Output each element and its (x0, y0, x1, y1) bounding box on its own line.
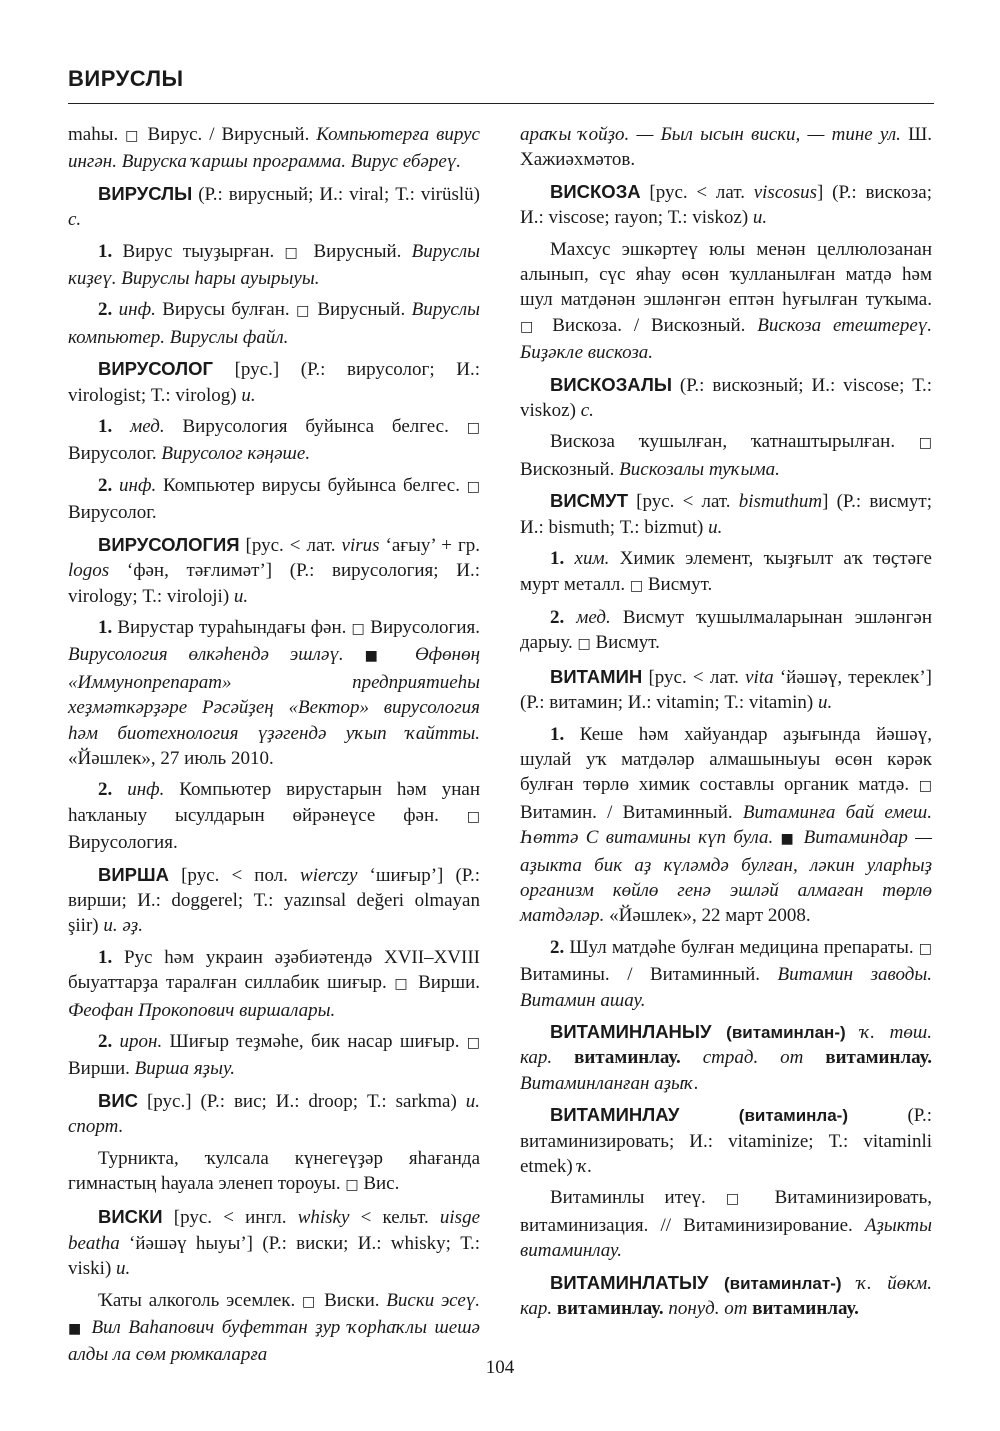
entry-vismut: ВИСМУТ [рус. < лат. bismuthum] (Р.: висмут; И.: bismuth; Т.: bizmut) и. (520, 490, 932, 538)
sense: Витаминлы итеү. □ Витаминизировать, витаминизация. // Витаминизирование. Аҙыкты витаминлау. (520, 1187, 932, 1262)
headword: ВИТАМИНЛАНЫУ (550, 1021, 712, 1042)
box-marker: □ (918, 778, 932, 795)
box-marker: □ (345, 1177, 359, 1194)
box-marker: □ (351, 620, 366, 637)
headword: ВИСКОЗАЛЫ (550, 373, 672, 395)
sense: Турникта, ҡулсала күнегеүҙәр яһағанда гимнастың һауала эленеп тороуы. □ Вис. (68, 1147, 480, 1195)
entry-viskozaly: ВИСКОЗАЛЫ (Р.: вискозный; И.: viscose; Т.: viskoz) с. (520, 373, 932, 422)
headword: ВИСКОЗА (550, 180, 641, 202)
entry-viski: ВИСКИ [рус. < ингл. whisky < кельт. uisge beatha ‘йәшәү һыуы’] (Р.: виски; И.: whisky; Т.: viski) и. (68, 1206, 480, 1280)
headword: ВИСМУТ (550, 490, 628, 512)
box-marker: □ (125, 128, 141, 144)
box-marker: □ (577, 636, 591, 653)
right-column (520, 122, 932, 1327)
box-marker: □ (918, 435, 932, 452)
box-marker: □ (725, 1191, 755, 1208)
box-marker: □ (466, 478, 480, 495)
left-column (68, 122, 480, 1374)
square-marker: ■ (68, 1321, 84, 1338)
entry-vitaminlatyu: ВИТАМИНЛАТЫУ (витаминлат-) ҡ. йөкм. кар. витаминлау. понуд. от витаминлау. (520, 1271, 932, 1320)
box-marker: □ (302, 1293, 318, 1310)
sense: 1. Вирус тыуҙырған. □ Вирусный. Вируслы киҙеү. Вируслы һары ауырыуы. (68, 240, 480, 290)
headword: ВИРУСОЛОГИЯ (98, 533, 240, 555)
sense: 2. инф. Компьютер вирусы буйынса белгес. □ Вирусолог. (68, 474, 480, 524)
page-number: 104 (485, 1357, 515, 1378)
sense: 1. Кеше һәм хайуандар аҙығында йәшәү, шулай уҡ матдәләр алмашыныуы өсөн кәрәк булған төрлө химик составлы органик матдә. □ Витамин. / Витаминный. Витаминға бай емеш. Һөттә С витамины күп була. ■ Витаминдар — аҙыкта бик аҙ күләмдә булған, ләкин уларһыҙ организм көйлө генә эшләй алмаған төрлө матдәләр. «Йәшлек», 22 март 2008. (520, 723, 932, 927)
entry-virusologiya: ВИРУСОЛОГИЯ [рус. < лат. virus ‘ағыу’ + гр. logos ‘фән, тәғлимәт’] (Р.: вирусология; И.: virology; Т.: viroloji) и. (68, 533, 480, 607)
entry-virsha: ВИРША [рус. < пол. wierczy ‘шиғыр’] (Р.: вирши; И.: doggerel; Т.: yazınsal değeri olmayan şiir) и. әҙ. (68, 863, 481, 937)
headword: ВИС (98, 1089, 139, 1111)
sense: Ҡаты алкоголь эсемлек. □ Виски. Виски эсеү. ■ Вил Ваһапович буфеттан ҙур ҡорһаҡлы шешә алды ла сөм рюмкаларға (68, 1289, 480, 1366)
box-marker: □ (629, 577, 644, 594)
sense: 1. мед. Вирусология буйынса белгес. □ Вирусолог. Вирусолог кәңәше. (68, 416, 481, 465)
headword: ВИСКИ (98, 1206, 163, 1228)
sense: 1. хим. Химик элемент, ҡыҙғылт аҡ төҫтәге мурт металл. □ Висмут. (520, 548, 932, 595)
sense: 2. ирон. Шиғыр теҙмәһе, бик насар шиғыр. □ Вирши. Вирша яҙыу. (68, 1031, 480, 1080)
headword: ВИТАМИНЛАУ (550, 1104, 680, 1126)
sense: 2. инф. Вирусы булған. □ Вирусный. Вируслы компьютер. Вируслы файл. (68, 299, 481, 348)
sense: 1. Рус һәм украин әҙәбиәтендә XVII–XVIII быуаттарҙа таралған силлабик шиғыр. □ Вирши. Феофан Прокопович виршалары. (68, 946, 481, 1021)
box-marker: □ (296, 303, 311, 320)
entry-vitamin: ВИТАМИН [рус. < лат. vita ‘йәшәү, тереклек’] (Р.: витамин; И.: vitamin; Т.: vitamin) и. (520, 665, 932, 714)
square-marker: ■ (780, 831, 797, 848)
box-marker: □ (466, 1035, 480, 1051)
running-header: ВИРУСЛЫ (68, 66, 184, 91)
entry-vitaminlau: ВИТАМИНЛАУ (витаминла-) (Р.: витаминизировать; И.: vitaminize; Т.: vitaminli etmek) ҡ. (520, 1104, 932, 1178)
entry-virusolog: ВИРУСОЛОГ [рус.] (Р.: вирусолог; И.: virologist; Т.: virolog) и. (68, 358, 480, 406)
headword: ВИРША (98, 863, 169, 885)
headword: ВИРУСЛЫ (98, 182, 193, 204)
box-marker: □ (466, 420, 481, 437)
entry-vis: ВИС [рус.] (Р.: вис; И.: droop; Т.: sarkma) и. спорт. (68, 1089, 480, 1138)
sense: Махсус эшкәртеү юлы менән целлюлозанан алынып, сүс яһау өсөн ҡулланылған матдә һәм шул матдәнән эшләнгән ептән һуғылған туҡыма. □ Вискоза. / Вискозный. Вискоза етештереү. Биҙәкле вискоза. (520, 238, 933, 364)
headword: ВИТАМИН (550, 665, 643, 687)
entry-vitaminlanyu: ВИТАМИНЛАНЫУ (витаминлан-) ҡ. төш. кар. витаминлау. страд. от витаминлау. Витаминланған аҙыҡ. (520, 1021, 932, 1094)
sense: 2. мед. Висмут ҡушылмаларынан эшләнгән дарыу. □ Висмут. (520, 606, 933, 654)
header-rule (68, 103, 934, 104)
entry-viskoza: ВИСКОЗА [рус. < лат. viscosus] (Р.: вискоза; И.: viscose; rayon; Т.: viskoz) и. (520, 180, 932, 229)
headword: ВИРУСОЛОГ (98, 358, 213, 380)
box-marker: □ (918, 940, 932, 957)
box-marker: □ (466, 808, 480, 825)
sense: 2. Шул матдәһе булған медицина препараты. □ Витамины. / Витаминный. Витамин заводы. Витамин ашау. (520, 936, 933, 1011)
sense: Вискоза ҡушылған, ҡатнаштырылған. □ Вискозный. Вискозалы туҡыма. (520, 431, 932, 480)
sense: 2. инф. Компьютер вирустарын һәм унан һаҡланыу ысулдарын өйрәнеүсе фән. □ Вирусология. (68, 779, 480, 854)
entry-virusly: ВИРУСЛЫ (Р.: вирусный; И.: viral; Т.: virüslü) с. (68, 182, 480, 231)
box-marker: □ (520, 318, 541, 335)
headword: ВИТАМИНЛАТЫУ (550, 1271, 709, 1293)
entry-continuation: maһы. □ Вирус. / Вирусный. Компьютерға вирус ингән. Вируска ҡаршы программа. Вирус ебәреү. (68, 124, 480, 173)
box-marker: □ (284, 244, 304, 261)
square-marker: ■ (364, 648, 394, 665)
sense: 1. Вирустар тураһындағы фән. □ Вирусология. Вирусология өлкәһендә эшләү. ■ Өфөнөң «Иммунопрепарат» предприятиеһы хеҙмәткәрҙәре Рәсәйҙең «Вектор» вирусология һәм биотехнология үҙәгендә уҡып ҡайтты. «Йәшлек», 27 июль 2010. (68, 616, 481, 769)
box-marker: □ (394, 976, 411, 993)
entry-continuation: араҡы ҡойҙо. — Был ысын виски, — тине ул. Ш. Хажиәхмәтов. (520, 124, 933, 171)
